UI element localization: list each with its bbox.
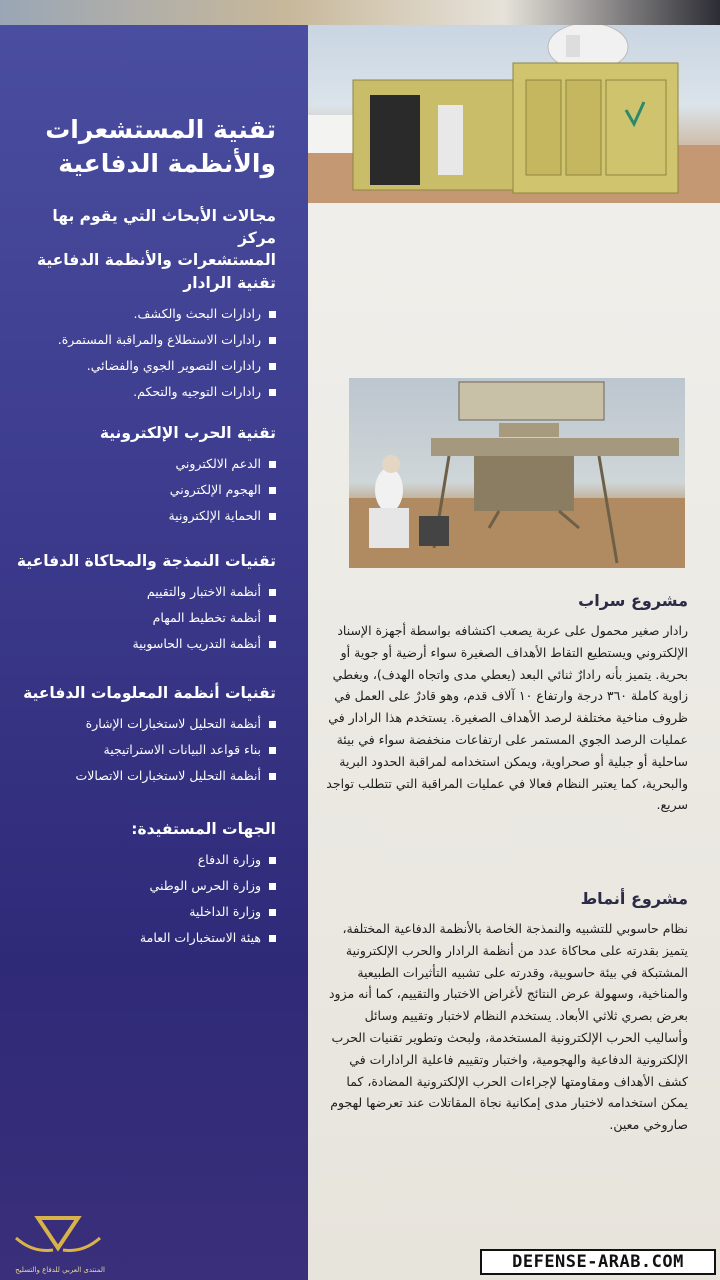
- square-bullet-icon: [269, 883, 276, 890]
- section-radar: [0, 271, 276, 405]
- forum-logo-icon: [8, 1208, 108, 1268]
- list-item: أنظمة تخطيط المهام: [0, 605, 276, 631]
- project-anmat: [318, 886, 688, 1136]
- radar-photo: [349, 378, 685, 568]
- square-bullet-icon: [269, 615, 276, 622]
- list-item: وزارة الحرس الوطني: [0, 873, 276, 899]
- panel-subtitle: [16, 205, 276, 271]
- project-body: نظام حاسوبي للتشبيه والنمذجة الخاصة بالأنظمة الدفاعية المختلفة، يتميز بقدرته على محاكاة عدد من أنظمة الرادار والحرب الإلكترونية المشتبكة في بيئة حاسوبية، وقدرته على تشبيه التأثيرات الطبيعية والمناخية، وسهولة عرض النتائج لأغراض الاختبار والتقييم، كما أنه مزود بعرض بصري ثلاثي الأبعاد. يستخدم النظام لاختبار وتقييم وسائل وأساليب الحرب الإلكترونية المستخدمة، ولبحث وتطوير تقنيات الحرب الإلكترونية الدفاعية والهجومية، واختبار وتقييم فاعلية الرادارات في كشف الأهداف ومقاومتها لإجراءات الحرب الإلكترونية المضادة، كما يمكن استخدامه لاختبار مدى إمكانية نجاة المقاتلات عند تعرضها لهجوم صاروخي معين.: [328, 921, 688, 1133]
- list-item: هيئة الاستخبارات العامة: [0, 925, 276, 951]
- section-heading: تقنية الرادار: [183, 274, 276, 292]
- square-bullet-icon: [269, 909, 276, 916]
- shelter-photo: [308, 25, 720, 203]
- square-bullet-icon: [269, 513, 276, 520]
- logo-caption: المنتدى العربي للدفاع والتسليح: [15, 1266, 105, 1274]
- square-bullet-icon: [269, 857, 276, 864]
- section-heading: تقنيات أنظمة المعلومات الدفاعية: [23, 684, 276, 702]
- square-bullet-icon: [269, 487, 276, 494]
- section-information-systems: [0, 681, 276, 789]
- square-bullet-icon: [269, 389, 276, 396]
- square-bullet-icon: [269, 311, 276, 318]
- list-item: أنظمة الاختبار والتقييم: [0, 579, 276, 605]
- list-item: أنظمة التدريب الحاسوبية: [0, 631, 276, 657]
- shelter-illustration: [308, 25, 720, 203]
- site-watermark: DEFENSE-ARAB.COM: [480, 1249, 716, 1275]
- square-bullet-icon: [269, 641, 276, 648]
- list-item: أنظمة التحليل لاستخبارات الإشارة: [0, 711, 276, 737]
- square-bullet-icon: [269, 721, 276, 728]
- project-body: رادار صغير محمول على عربة يصعب اكتشافه بواسطة أجهزة الإسناد الإلكتروني ويستطيع التقاط الأهداف الصغيرة سواء أرضية أو جوية أو بحرية. يتميز بأنه رادارٌ ثنائي البعد (يعطي مدى واتجاه الهدف)، ويغطي زاوية كاملة ٣٦٠ درجة وارتفاع ١٠ آلاف قدم، وهو قادرٌ على العمل في ظروف مناخية مختلفة لرصد الأهداف الصغيرة. يستخدم هذا الرادار في عمليات الرصد الجوي المستمر على ارتفاعات منخفضة سواء في بيئة ساحلية أو جبلية أو صحراوية، ويمكن استخدامه لمراقبة الحدود البرية والبحرية، كما يعتبر النظام فعالا في عمليات المراقبة التي تتطلب تواجد سريع.: [326, 623, 688, 813]
- square-bullet-icon: [269, 461, 276, 468]
- project-sarab: [318, 588, 688, 816]
- list-item: وزارة الداخلية: [0, 899, 276, 925]
- list-item: الهجوم الإلكتروني: [0, 477, 276, 503]
- square-bullet-icon: [269, 935, 276, 942]
- square-bullet-icon: [269, 773, 276, 780]
- list-item: رادارات الاستطلاع والمراقبة المستمرة.: [0, 327, 276, 353]
- project-title: مشروع سراب: [578, 591, 688, 610]
- square-bullet-icon: [269, 747, 276, 754]
- section-heading: الجهات المستفيدة:: [131, 820, 276, 838]
- panel-subtitle-line2: المستشعرات والأنظمة الدفاعية: [36, 251, 276, 269]
- square-bullet-icon: [269, 337, 276, 344]
- square-bullet-icon: [269, 589, 276, 596]
- panel-title: [16, 113, 276, 181]
- panel-title-line1: تقنية المستشعرات: [45, 115, 276, 144]
- list-item: الحماية الإلكترونية: [0, 503, 276, 529]
- list-item: وزارة الدفاع: [0, 847, 276, 873]
- project-title: مشروع أنماط: [580, 889, 688, 908]
- section-heading: تقنية الحرب الإلكترونية: [99, 424, 276, 442]
- research-areas-panel: [0, 25, 308, 1280]
- list-item: بناء قواعد البيانات الاستراتيجية: [0, 737, 276, 763]
- section-electronic-warfare: [0, 421, 276, 529]
- list-item: رادارات البحث والكشف.: [0, 301, 276, 327]
- radar-illustration: [349, 378, 685, 568]
- list-item: الدعم الالكتروني: [0, 451, 276, 477]
- list-item: رادارات التصوير الجوي والفضائي.: [0, 353, 276, 379]
- section-beneficiaries: [0, 817, 276, 951]
- panel-subtitle-line1: مجالات الأبحاث التي يقوم بها مركز: [52, 207, 276, 247]
- section-modeling-simulation: [0, 549, 276, 657]
- section-heading: تقنيات النمذجة والمحاكاة الدفاعية: [16, 552, 276, 570]
- list-item: رادارات التوجيه والتحكم.: [0, 379, 276, 405]
- panel-title-line2: والأنظمة الدفاعية: [58, 149, 276, 178]
- list-item: أنظمة التحليل لاستخبارات الاتصالات: [0, 763, 276, 789]
- square-bullet-icon: [269, 363, 276, 370]
